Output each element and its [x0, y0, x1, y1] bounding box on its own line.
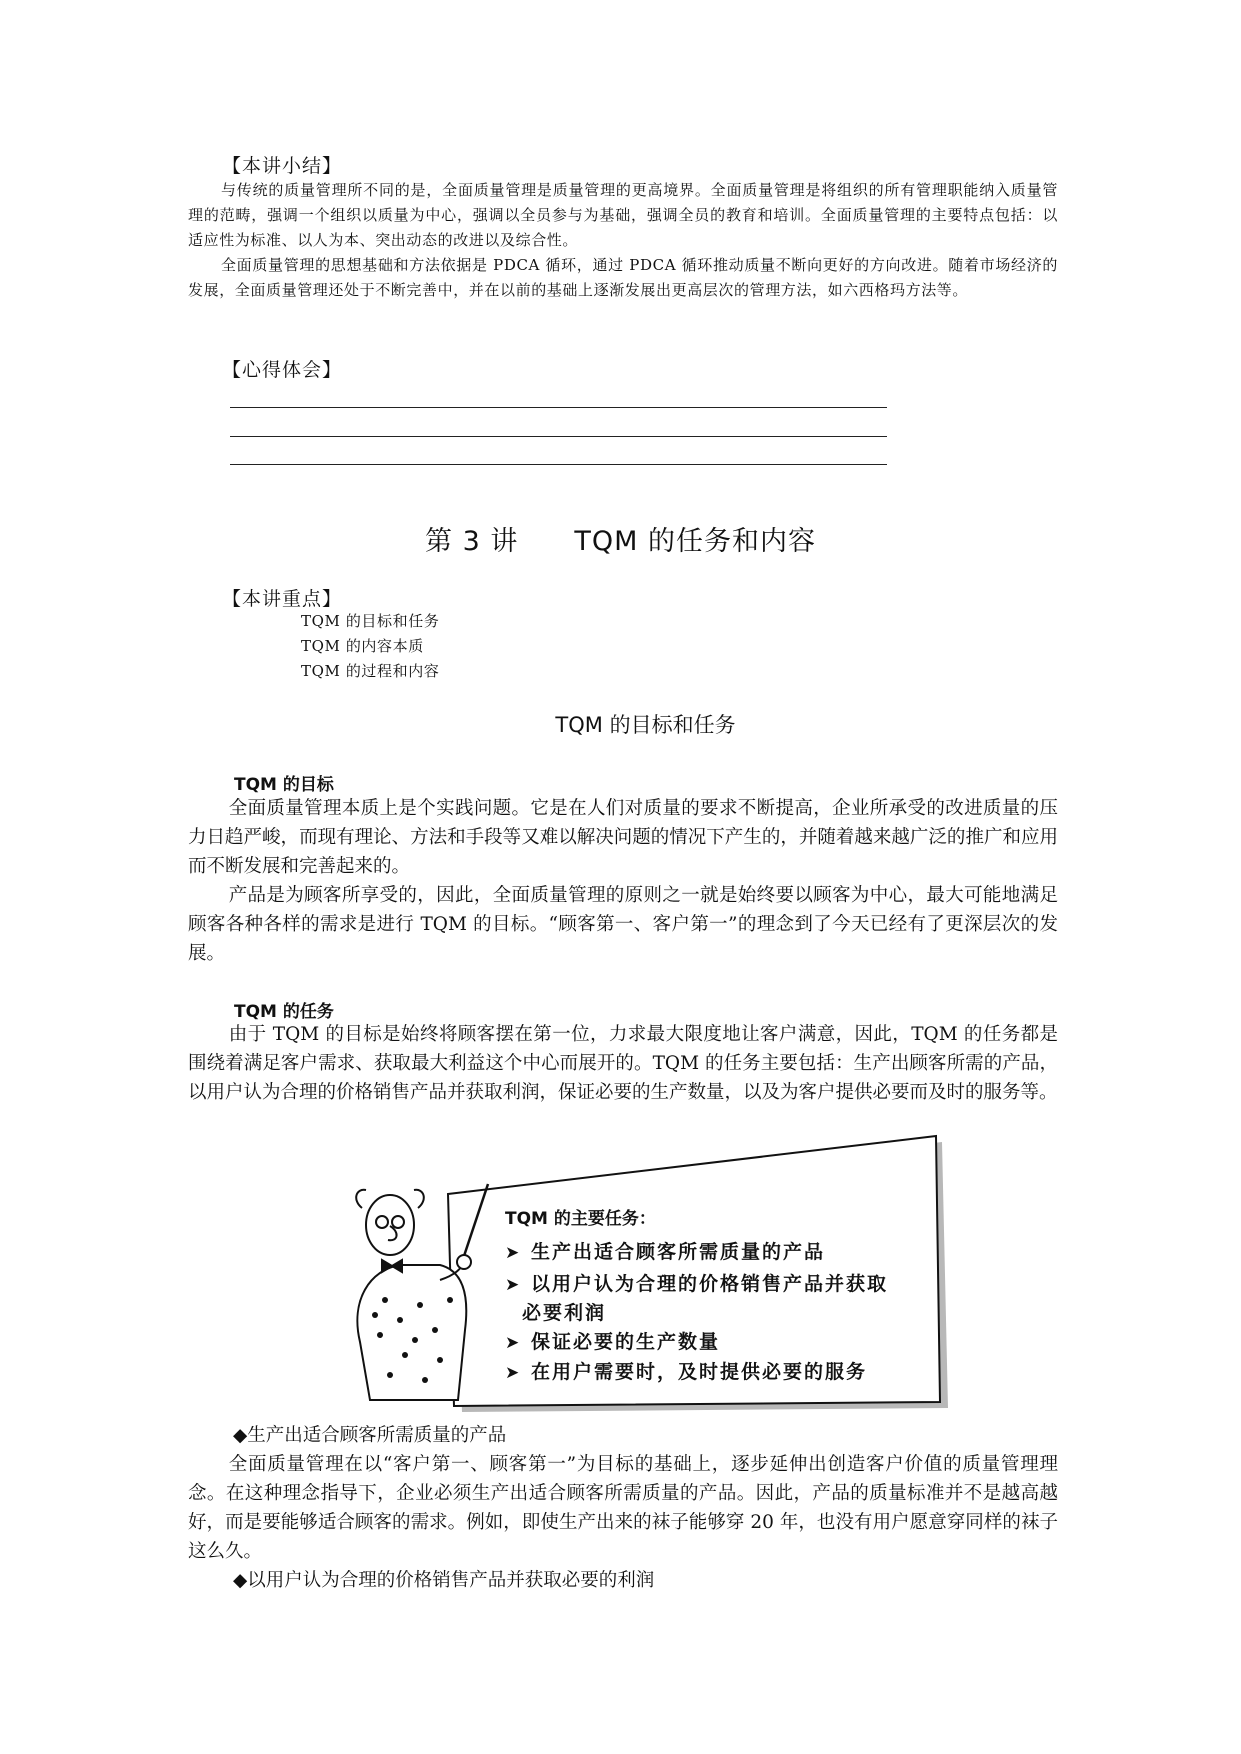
- figure-item-3: [505, 1327, 720, 1354]
- lecture-title: [0, 519, 1241, 558]
- writing-line-3: [230, 464, 887, 465]
- key-point-item: TQM 的目标和任务: [301, 612, 440, 630]
- figure-item-text: 生产出适合顾客所需质量的产品: [531, 1241, 826, 1263]
- detail-paragraph-1: 全面质量管理在以“客户第一、顾客第一”为目标的基础上，逐步延伸出创造客户价值的质量管理理念。在这种理念指导下，企业必须生产出适合顾客所需质量的产品。因此，产品的质量标准并不是越高越好，而是要能够适合顾客的需求。例如，即使生产出来的袜子能够穿 20 年，也没有用户愿意穿同样的袜子这么久。: [188, 1454, 1058, 1562]
- key-points-list: [301, 609, 439, 684]
- writing-line-2: [230, 436, 887, 437]
- key-point-item: TQM 的过程和内容: [301, 662, 440, 680]
- summary-text: [188, 178, 1058, 303]
- detail-text: [188, 1450, 1058, 1566]
- section-title: TQM 的目标和任务: [555, 713, 736, 737]
- goal-text: [188, 794, 1058, 968]
- arrow-right-icon: ➤: [505, 1363, 522, 1383]
- arrow-right-icon: ➤: [505, 1333, 522, 1353]
- task-text: [188, 1020, 1058, 1107]
- task-paragraph: 由于 TQM 的目标是始终将顾客摆在第一位，力求最大限度地让客户满意，因此，TQM 的任务都是围绕着满足客户需求、获取最大利益这个中心而展开的。TQM 的任务主要包括：生产出顾客所需的产品，以用户认为合理的价格销售产品并获取利润，保证必要的生产数量，以及为客户提供必要而及时的服务等。: [188, 1024, 1058, 1103]
- task-heading: TQM 的任务: [234, 1002, 334, 1022]
- figure-title: TQM 的主要任务：: [505, 1209, 656, 1229]
- figure-item-4: [505, 1357, 867, 1384]
- arrow-right-icon: ➤: [505, 1243, 522, 1263]
- reflection-heading: 【心得体会】: [222, 359, 343, 381]
- key-points-heading: 【本讲重点】: [222, 588, 343, 610]
- goal-paragraph-1: 全面质量管理本质上是个实践问题。它是在人们对质量的要求不断提高，企业所承受的改进质量的压力日趋严峻，而现有理论、方法和手段等又难以解决问题的情况下产生的，并随着越来越广泛的推广和应用而不断发展和完善起来的。: [188, 798, 1058, 877]
- goal-paragraph-2: 产品是为顾客所享受的，因此，全面质量管理的原则之一就是始终要以顾客为中心，最大可能地满足顾客各种各样的需求是进行 TQM 的目标。“顾客第一、客户第一”的理念到了今天已经有了更深层次的发展。: [188, 885, 1058, 964]
- writing-line-1: [230, 407, 887, 408]
- summary-heading: 【本讲小结】: [222, 155, 343, 177]
- arrow-right-icon: ➤: [505, 1275, 522, 1295]
- summary-paragraph-1: 与传统的质量管理所不同的是，全面质量管理是质量管理的更高境界。全面质量管理是将组织的所有管理职能纳入质量管理的范畴，强调一个组织以质量为中心，强调以全员参与为基础，强调全员的教育和培训。全面质量管理的主要特点包括：以适应性为标准、以人为本、突出动态的改进以及综合性。: [188, 181, 1058, 249]
- lecture-name: TQM 的任务和内容: [574, 526, 816, 557]
- figure-item-2-continuation: 必要利润: [522, 1302, 607, 1324]
- tqm-tasks-illustration: [330, 1130, 950, 1430]
- goal-heading: TQM 的目标: [234, 775, 334, 795]
- lecture-number: 第 3 讲: [425, 526, 519, 557]
- summary-paragraph-2: 全面质量管理的思想基础和方法依据是 PDCA 循环，通过 PDCA 循环推动质量不断向更好的方向改进。随着市场经济的发展，全面质量管理还处于不断完善中，并在以前的基础上逐渐发展出更高层次的管理方法，如六西格玛方法等。: [188, 256, 1058, 299]
- figure-item-text: 保证必要的生产数量: [531, 1331, 721, 1353]
- key-point-item: TQM 的内容本质: [301, 637, 424, 655]
- detail-bullet-1: ◆生产出适合顾客所需质量的产品: [233, 1425, 507, 1446]
- figure-item-text: 在用户需要时，及时提供必要的服务: [531, 1361, 868, 1383]
- figure-item-1: [505, 1237, 825, 1264]
- figure-item-text: 以用户认为合理的价格销售产品并获取: [531, 1273, 889, 1295]
- figure-item-2: [505, 1269, 888, 1296]
- detail-bullet-2: ◆以用户认为合理的价格销售产品并获取必要的利润: [233, 1570, 655, 1591]
